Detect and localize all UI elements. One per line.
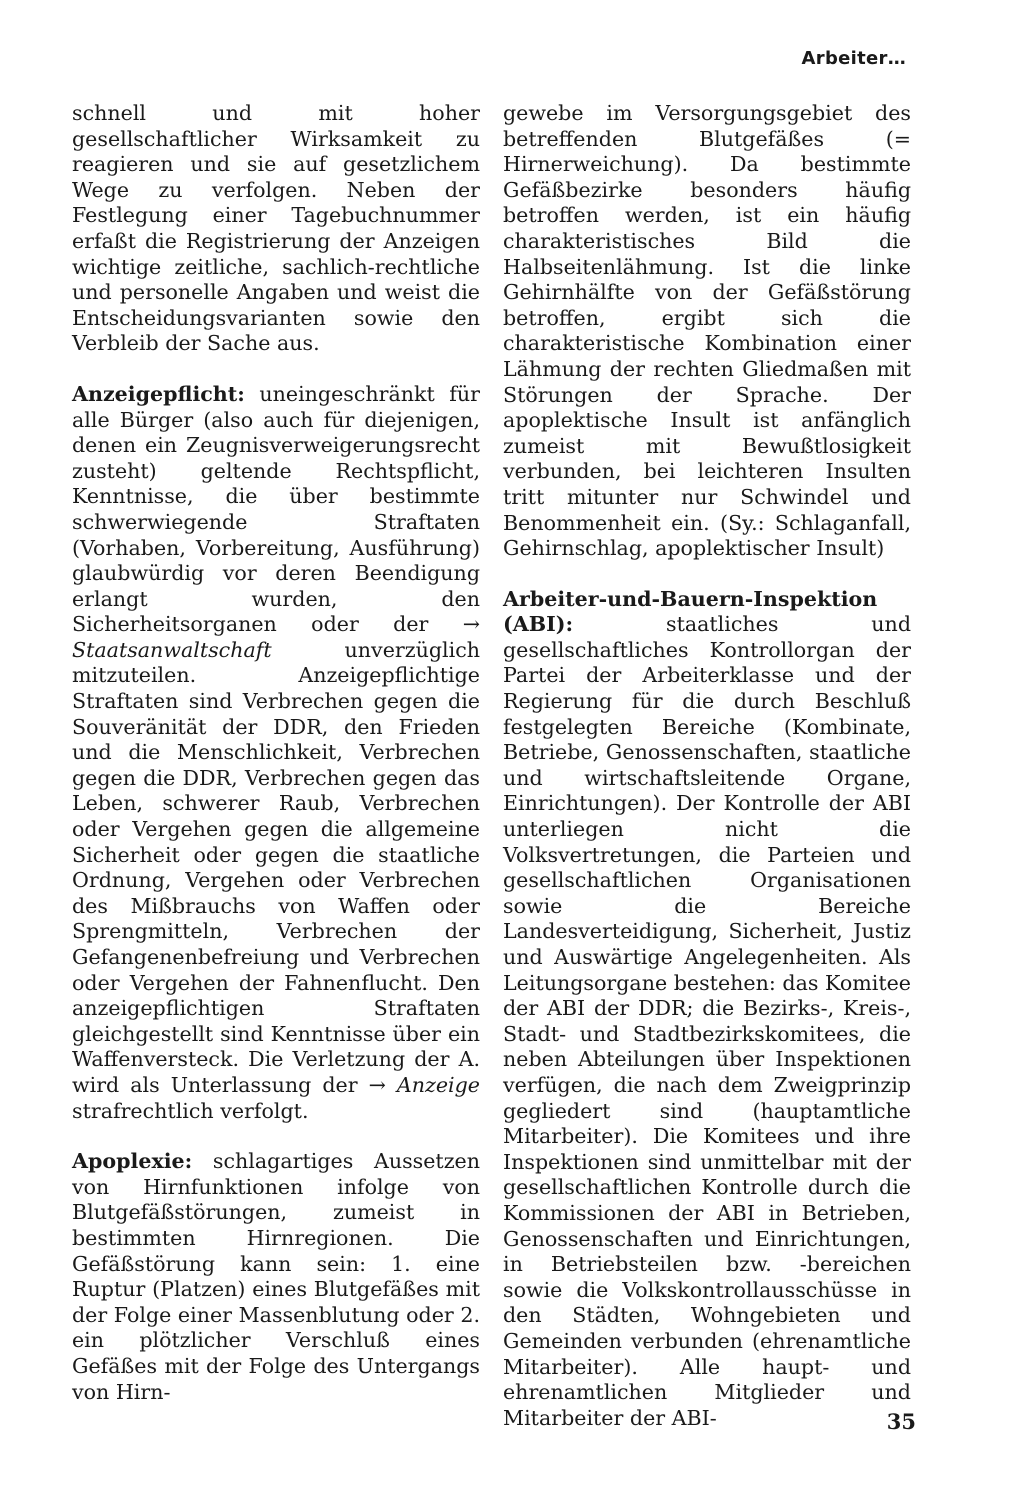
entry-text: unverzüglich mitzuteilen. Anzeigepflichtige Straftaten sind Verbrechen gegen die Souveränität der DDR, den Frieden und die Menschlichkeit, Verbrechen gegen die DDR, Verbrechen gegen das Leben, schwerer Raub, Verbrechen oder Vergehen gegen die allgemeine Sicherheit oder gegen die staatliche Ordnung, Vergehen oder Verbrechen des Mißbrauchs von Waffen oder Sprengmitteln, Verbrechen der Gefangenenbefreiung und Verbrechen oder Vergehen der Fahnenflucht. Den anzeigepflichtigen Straftaten gleichgestellt sind Kenntnisse über ein Waffenversteck. Die Verletzung der A. wird als Unterlassung der → (72, 637, 480, 1097)
entry-title: Anzeigepflicht: (72, 381, 245, 406)
left-column (72, 101, 480, 1405)
paragraph-continuation: gewebe im Versorgungsgebiet des betreffenden Blutgefäßes (= Hirnerweichung). Da bestimmte Gefäßbezirke besonders häufig betroffen werden, ist ein häufig charakteristisches Bild die Halbseitenlähmung. Ist die linke Gehirnhälfte von der Gefäßstörung betroffen, ergibt sich die charakteristische Kombination einer Lähmung der rechten Gliedmaßen mit Störungen der Sprache. Der apoplektische Insult ist anfänglich zumeist mit Bewußtlosigkeit verbunden, bei leichteren Insulten tritt mitunter nur Schwindel und Benommenheit ein. (Sy.: Schlaganfall, Gehirnschlag, apoplektischer Insult) (503, 101, 911, 561)
entry-text: strafrechtlich verfolgt. (72, 1098, 309, 1123)
running-head: Arbeiter… (801, 48, 906, 69)
entry-title: Arbeiter-und-Bauern-Inspektion (ABI): (503, 586, 878, 637)
cross-reference: Staatsanwaltschaft (72, 637, 272, 662)
cross-reference: Anzeige (396, 1072, 480, 1097)
entry-title: Apoplexie: (72, 1149, 193, 1174)
paragraph-continuation: schnell und mit hoher gesellschaftlicher Wirksamkeit zu reagieren und sie auf gesetzlichem Wege zu verfolgen. Neben der Festlegung einer Tagebuchnummer erfaßt die Registrierung der Anzeigen wichtige zeitliche, sachlich-rechtliche und personelle Angaben und weist die Entscheidungsvarianten sowie den Verbleib der Sache aus. (72, 101, 480, 356)
page-number: 35 (886, 1409, 916, 1434)
entry-text: schlagartiges Aussetzen von Hirnfunktionen infolge von Blutgefäßstörungen, zumeist in bestimmten Hirnregionen. Die Gefäßstörung kann sein: 1. eine Ruptur (Platzen) eines Blutgefäßes mit der Folge einer Massenblutung oder 2. ein plötzlicher Verschluß eines Gefäßes mit der Folge des Untergangs von Hirn- (72, 1149, 480, 1404)
right-column (503, 101, 911, 1431)
entry-text: uneingeschränkt für alle Bürger (also auch für diejenigen, denen ein Zeugnisverweigerungsrecht zusteht) geltende Rechtspflicht, Kenntnisse, die über bestimmte schwerwiegende Straftaten (Vorhaben, Vorbereitung, Ausführung) glaubwürdig vor deren Beendigung erlangt wurden, den Sicherheitsorganen oder der → (72, 381, 480, 637)
entry-abi (503, 587, 911, 1432)
entry-text: staatliches und gesellschaftliches Kontrollorgan der Partei der Arbeiterklasse und der Regierung für die durch Beschluß festgelegten Bereiche (Kombinate, Betriebe, Genossenschaften, staatliche und wirtschaftsleitende Organe, Einrichtungen). Der Kontrolle der ABI unterliegen nicht die Volksvertretungen, die Parteien und gesellschaftlichen Organisationen sowie die Bereiche Landesverteidigung, Sicherheit, Justiz und Auswärtige Angelegenheiten. Als Leitungsorgane bestehen: das Komitee der ABI der DDR; die Bezirks-, Kreis-, Stadt- und Stadtbezirkskomitees, die neben Abteilungen über Inspektionen verfügen, die nach dem Zweigprinzip gegliedert sind (hauptamtliche Mitarbeiter). Die Komitees und ihre Inspektionen sind unmittelbar mit der gesellschaftlichen Kontrolle durch die Kommissionen der ABI in Betrieben, Genossenschaften und Einrichtungen, in Betriebsteilen bzw. -bereichen sowie die Volkskontrollausschüsse in den Städten, Wohngebieten und Gemeinden verbunden (ehrenamtliche Mitarbeiter). Alle haupt- und ehrenamtlichen Mitglieder und Mitarbeiter der ABI- (503, 612, 911, 1430)
entry-apoplexie (72, 1149, 480, 1405)
entry-anzeigepflicht (72, 382, 480, 1124)
